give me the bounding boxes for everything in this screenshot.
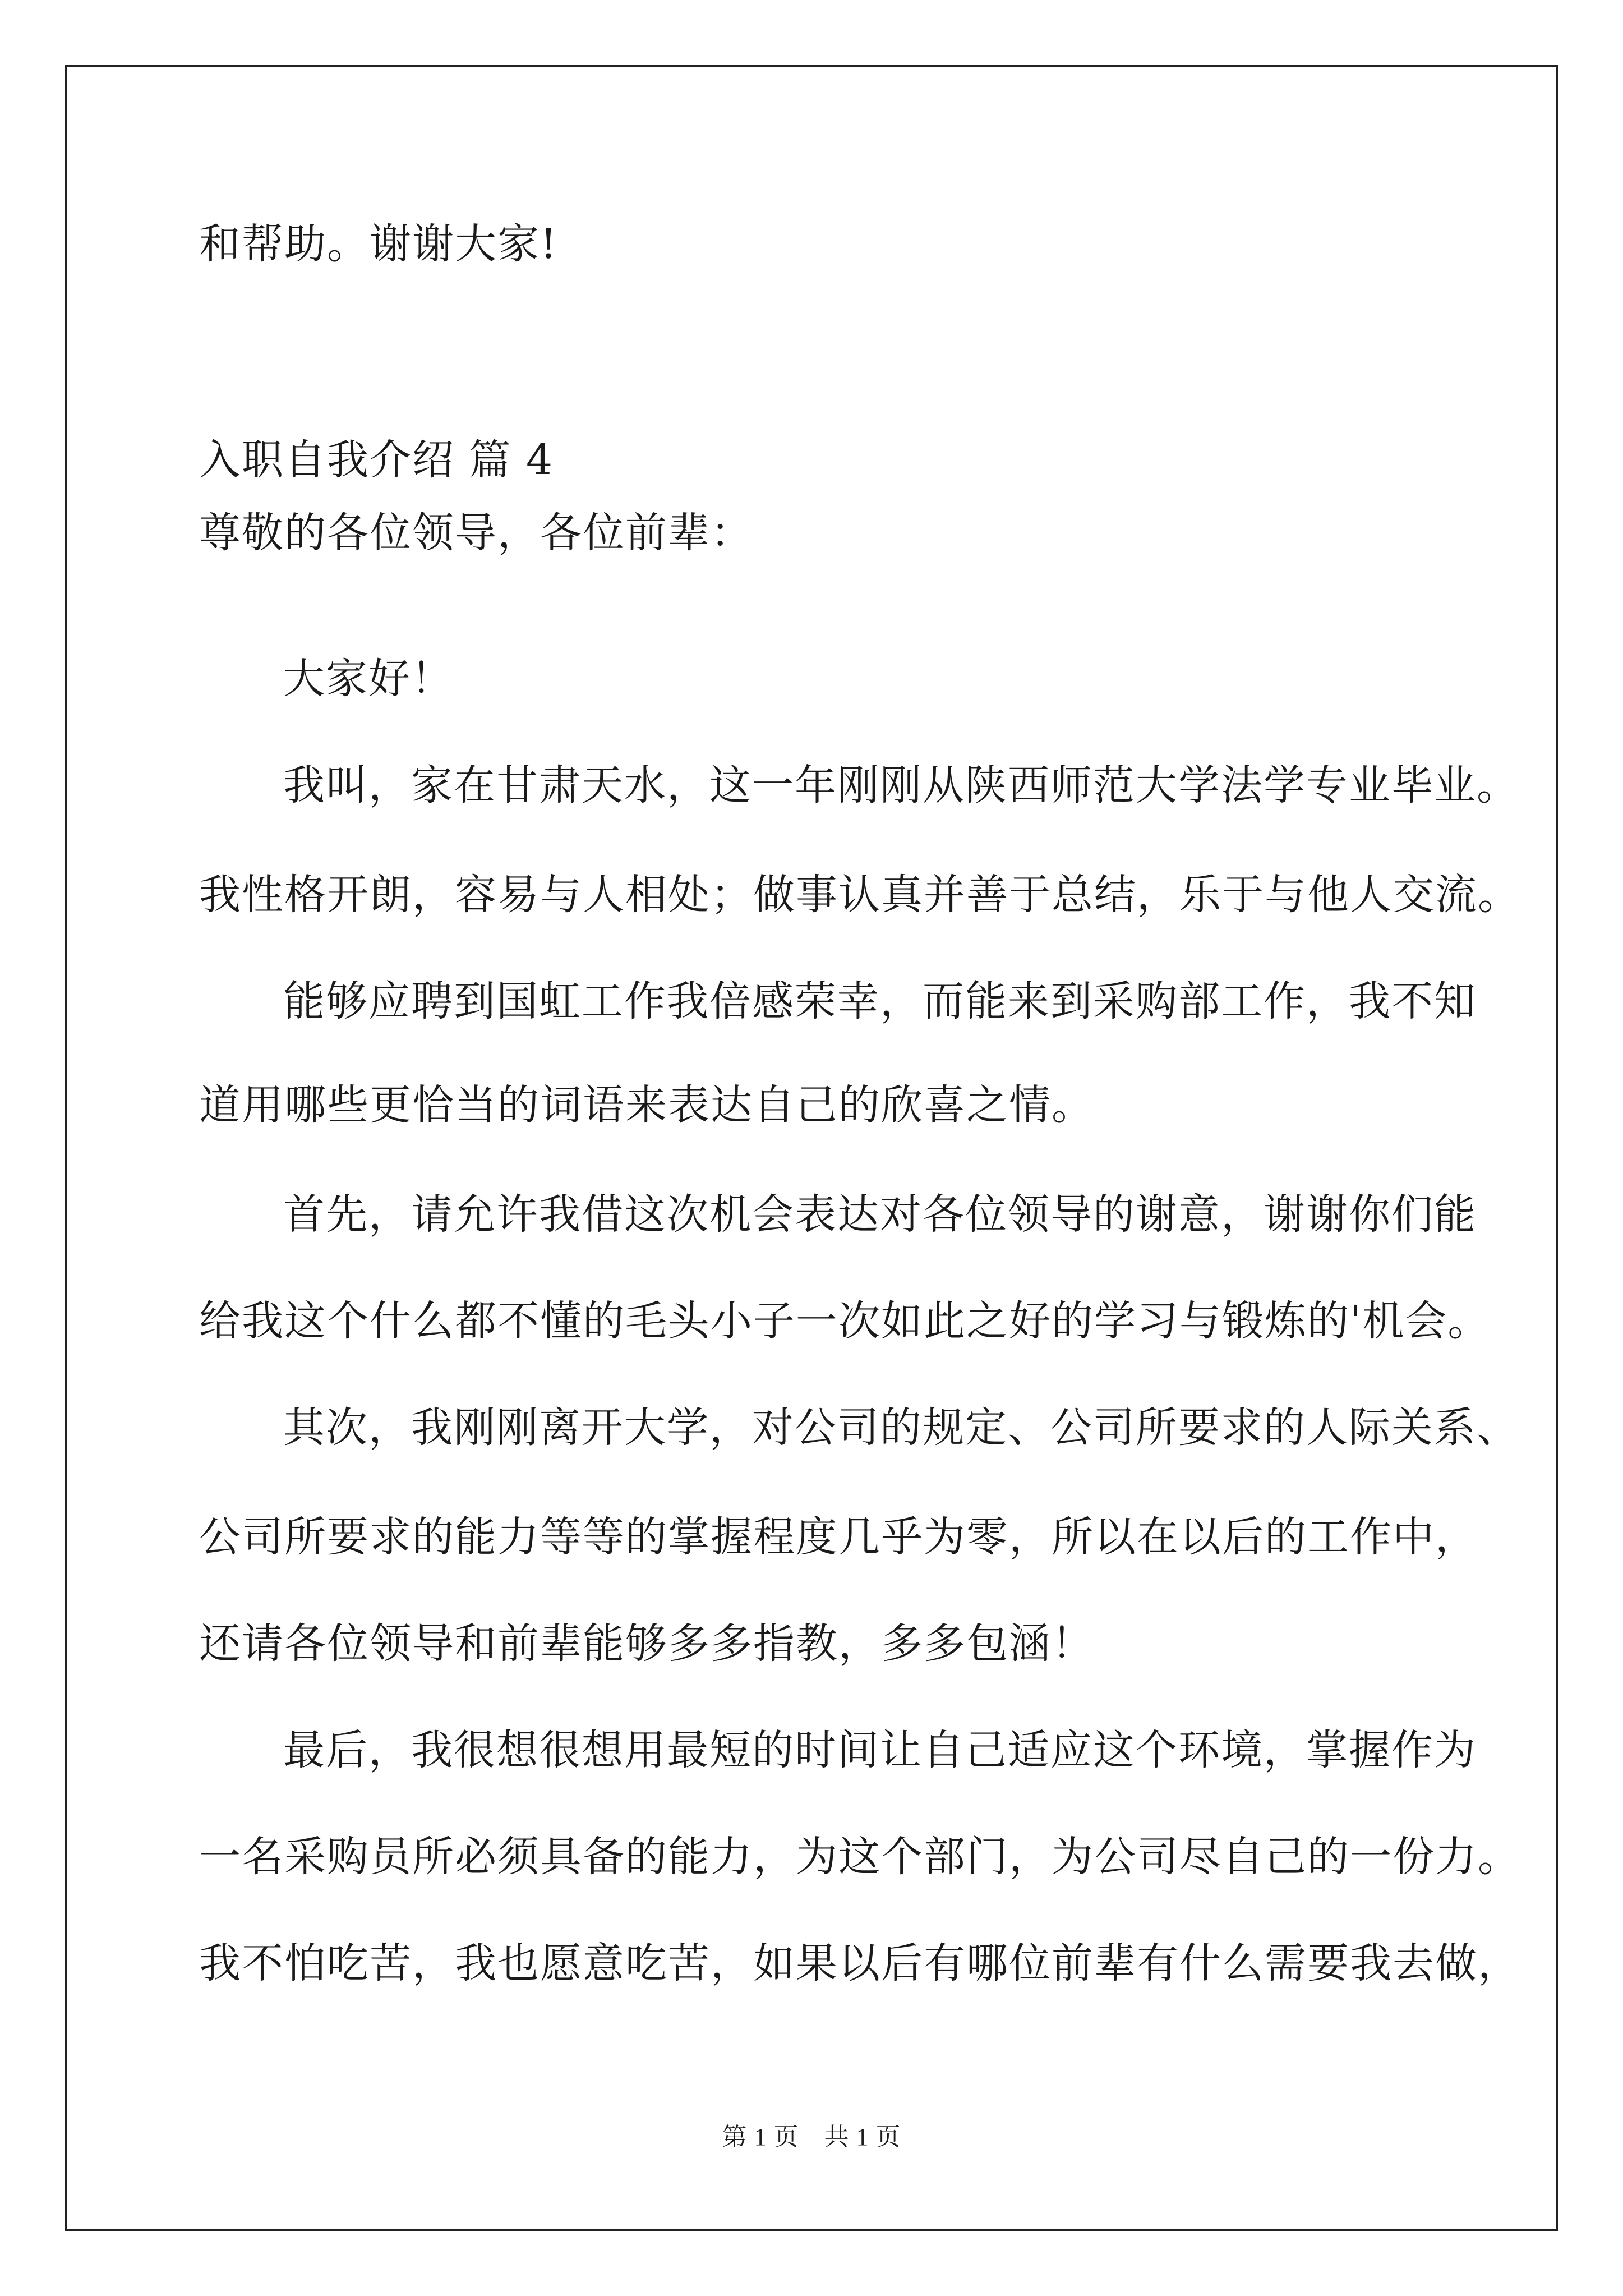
text-line: 我叫，家在甘肃天水，这一年刚刚从陕西师范大学法学专业毕业。 [283, 761, 1519, 809]
page-footer: 第 1 页 共 1 页 [722, 2123, 901, 2151]
text-line: 我性格开朗，容易与人相处；做事认真并善于总结，乐于与他人交流。 [199, 871, 1520, 919]
text-line: 公司所要求的能力等等的掌握程度几乎为零，所以在以后的工作中， [199, 1513, 1478, 1561]
text-line: 给我这个什么都不懂的毛头小子一次如此之好的学习与锻炼的'机会。 [199, 1297, 1491, 1345]
text-line: 最后，我很想很想用最短的时间让自己适应这个环境，掌握作为 [283, 1726, 1477, 1774]
text-line: 能够应聘到国虹工作我倍感荣幸，而能来到采购部工作，我不知 [283, 977, 1477, 1025]
text-line: 和帮助。谢谢大家! [199, 220, 558, 268]
page-border [65, 65, 1558, 2231]
text-line: 其次，我刚刚离开大学，对公司的规定、公司所要求的人际关系、 [283, 1404, 1519, 1452]
text-line: 我不怕吃苦，我也愿意吃苦，如果以后有哪位前辈有什么需要我去做， [199, 1939, 1520, 1987]
text-line: 道用哪些更恰当的词语来表达自己的欣喜之情。 [199, 1081, 1094, 1129]
section-heading: 入职自我介绍 篇 4 [199, 436, 554, 484]
text-line: 一名采购员所必须具备的能力，为这个部门，为公司尽自己的一份力。 [199, 1833, 1520, 1881]
greeting: 大家好！ [283, 655, 454, 703]
text-line: 还请各位领导和前辈能够多多指教，多多包涵！ [199, 1619, 1094, 1668]
text-line: 首先，请允许我借这次机会表达对各位领导的谢意，谢谢你们能 [283, 1190, 1477, 1239]
salutation: 尊敬的各位领导，各位前辈： [199, 509, 753, 557]
